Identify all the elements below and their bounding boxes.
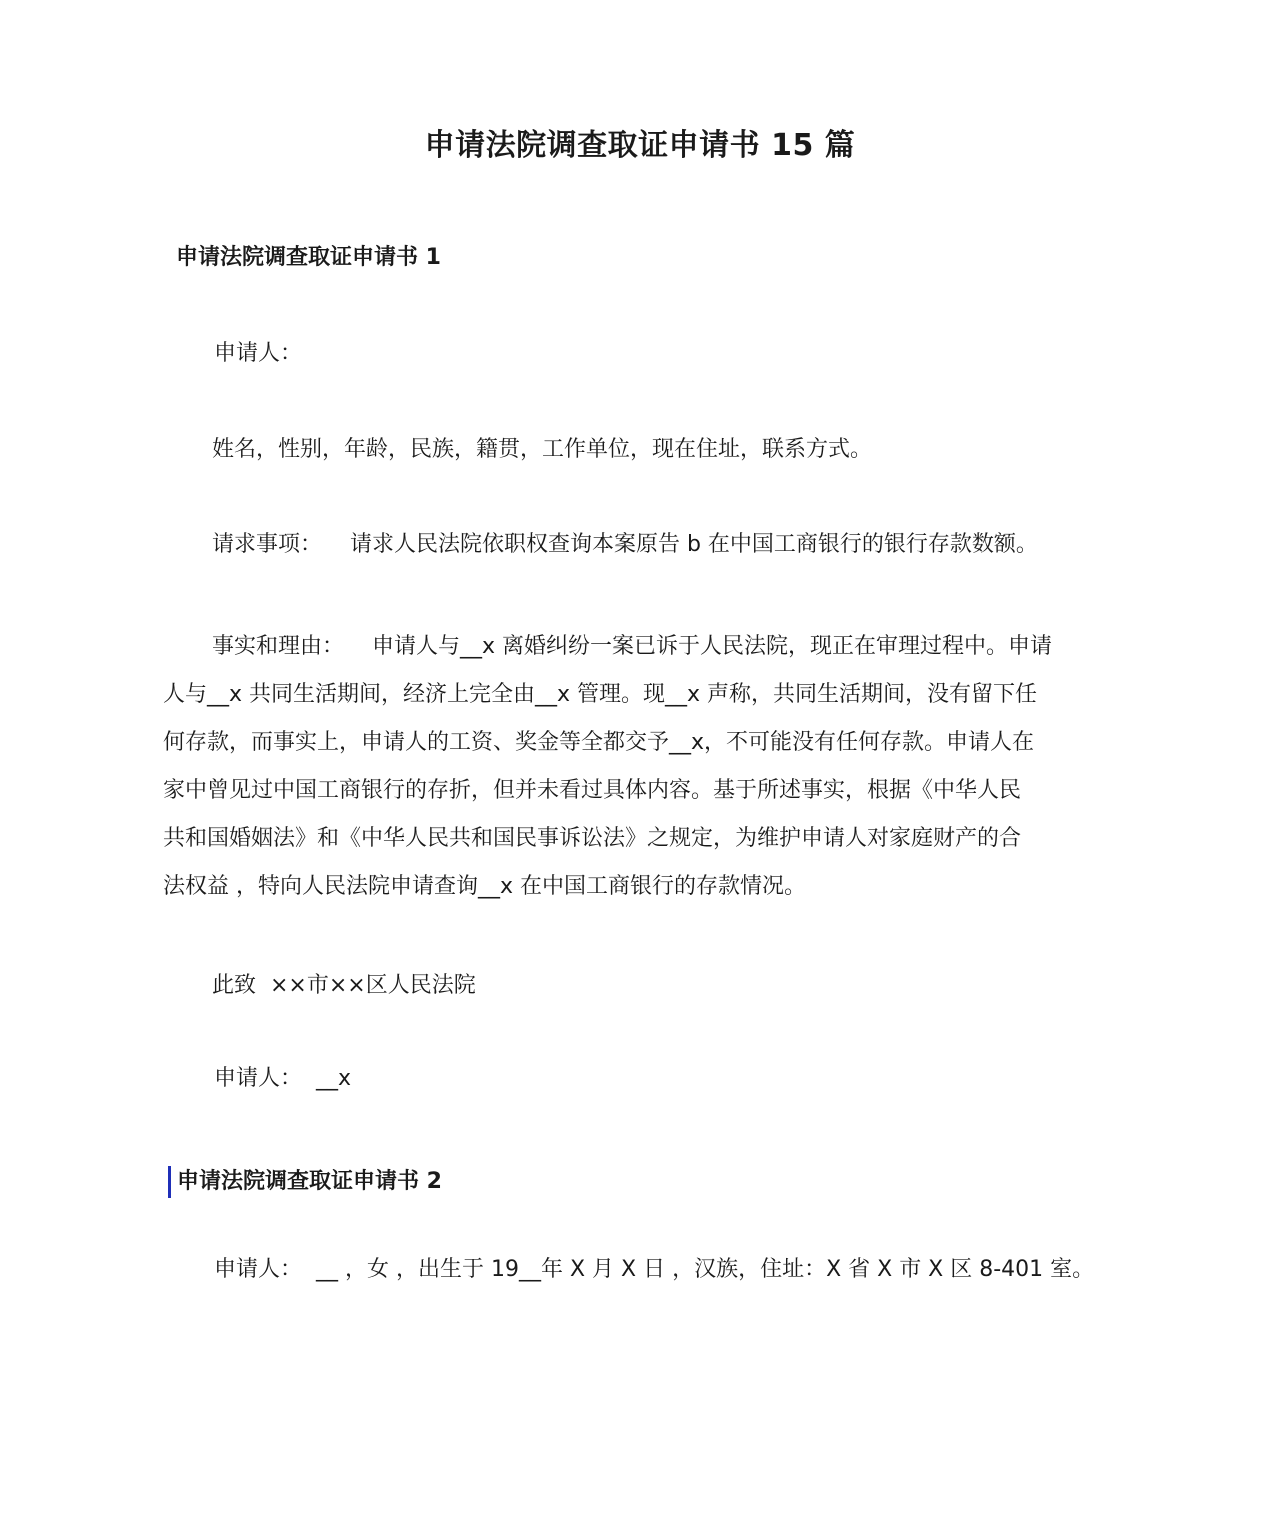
section-1-closing: 此致 ××市××区人民法院 <box>212 973 476 998</box>
section-2-applicant-line: 申请人： __ ，女 ，出生于 19__年 X 月 X 日 ，汉族，住址：X 省 X 市 X 区 8-401 室。 <box>214 1257 1095 1282</box>
facts-line: 家中曾见过中国工商银行的存折，但并未看过具体内容。基于所述事实，根据《中华人民 <box>163 778 1022 803</box>
document-title: 申请法院调查取证申请书 15 篇 <box>424 128 856 163</box>
section-1-applicant-info: 姓名，性别，年龄，民族，籍贯，工作单位，现在住址，联系方式。 <box>212 437 873 462</box>
facts-line: 法权益 ，特向人民法院申请查询__x 在中国工商银行的存款情况。 <box>163 874 807 899</box>
facts-line: 事实和理由： 申请人与__x 离婚纠纷一案已诉于人民法院，现正在审理过程中。申请 <box>212 634 1052 659</box>
facts-line: 人与__x 共同生活期间，经济上完全由__x 管理。现__x 声称，共同生活期间，没有留下任 <box>163 682 1038 707</box>
section-1-heading: 申请法院调查取证申请书 1 <box>176 245 441 270</box>
facts-line: 何存款，而事实上，申请人的工资、奖金等全都交予__x，不可能没有任何存款。申请人在 <box>163 730 1035 755</box>
section-1-signature: 申请人： __x <box>214 1066 352 1091</box>
facts-line: 共和国婚姻法》和《中华人民共和国民事诉讼法》之规定，为维护申请人对家庭财产的合 <box>163 826 1022 851</box>
section-1-applicant-label: 申请人： <box>214 341 303 366</box>
section-1-facts-paragraph <box>163 631 1123 919</box>
section-2-heading: 申请法院调查取证申请书 2 <box>168 1166 442 1198</box>
section-1-request: 请求事项： 请求人民法院依职权查询本案原告 b 在中国工商银行的银行存款数额。 <box>212 532 1038 557</box>
